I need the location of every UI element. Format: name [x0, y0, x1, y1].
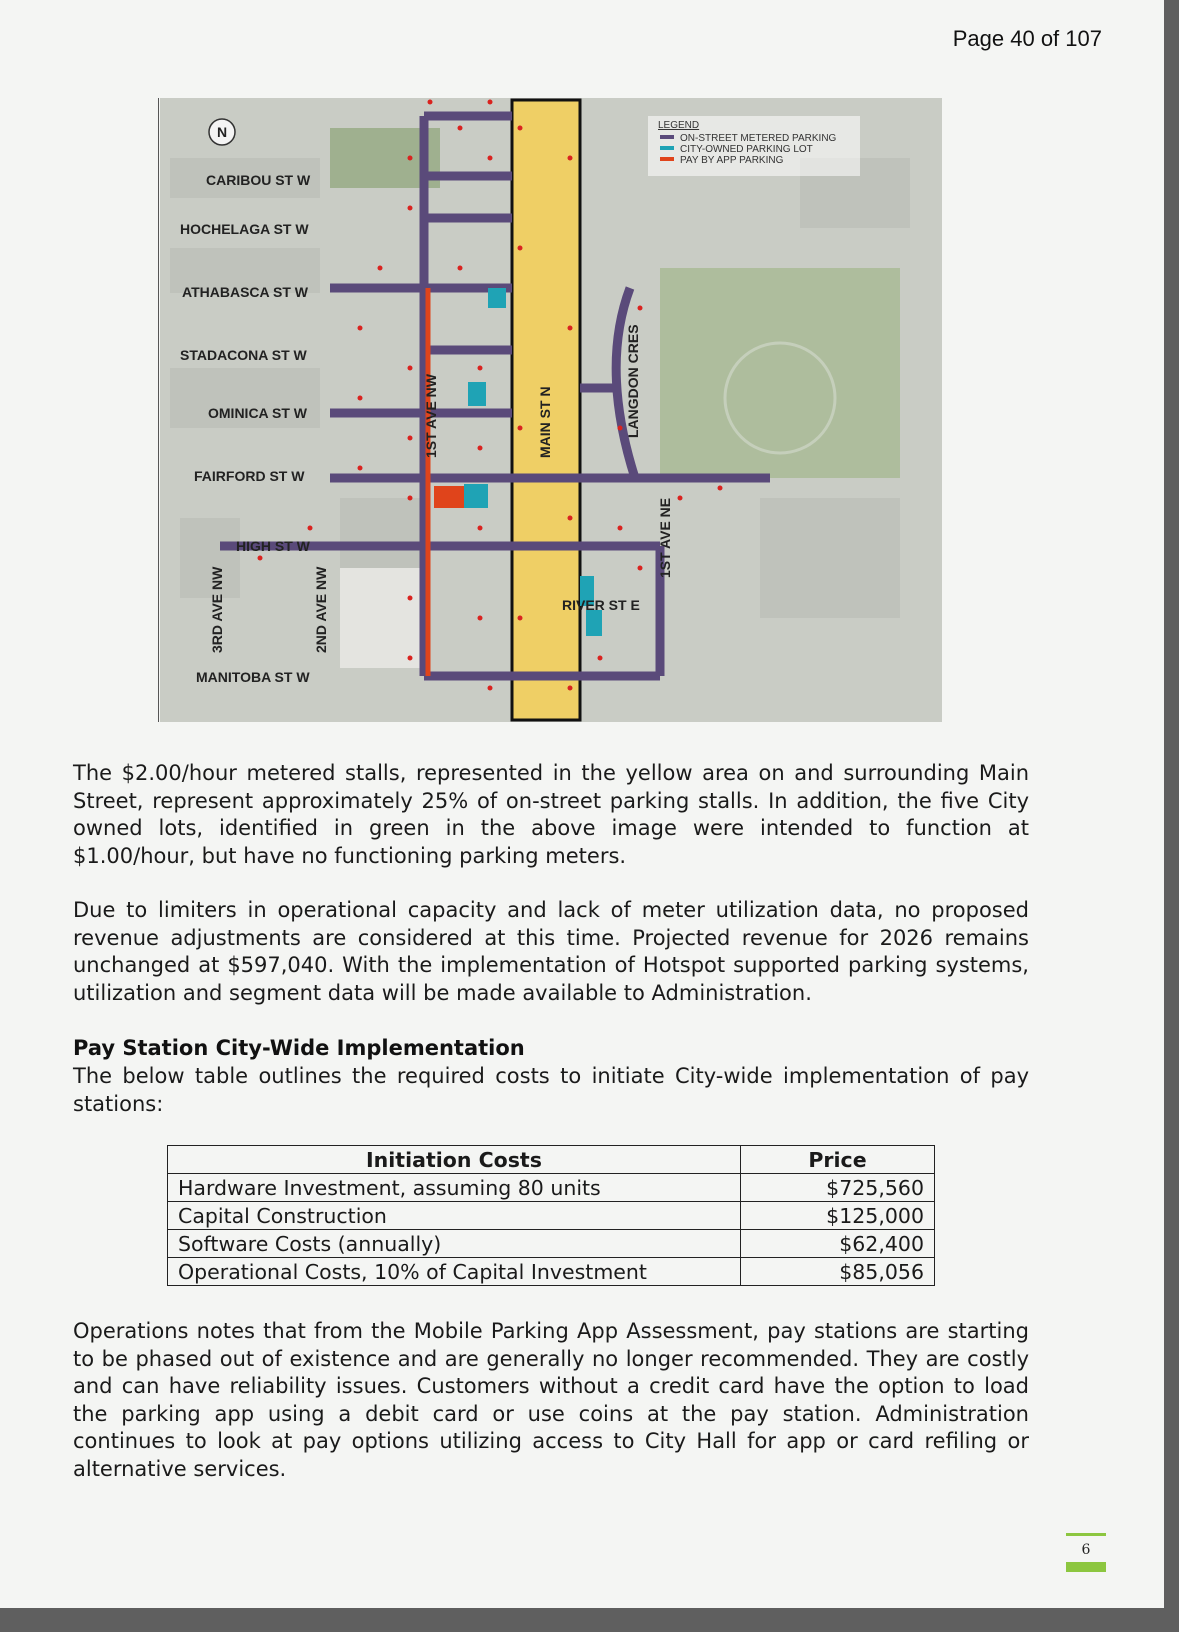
header-price: Price: [741, 1146, 935, 1174]
parking-map: [160, 98, 942, 722]
table-row: [168, 1174, 935, 1202]
label-langdon: LANGDON CRES: [625, 324, 641, 438]
legend-lot: CITY-OWNED PARKING LOT: [680, 144, 813, 155]
paragraph-metered-stalls: The $2.00/hour metered stalls, represented in the yellow area on and surrounding Main Street, represent approximately 25% of on-street parking stalls. In addition, the five City owned lots, identified in green in the above image were intended to function at $1.00/hour, but have no functioning parking meters.: [73, 761, 1029, 868]
label-manitoba: MANITOBA ST W: [196, 669, 310, 685]
footer-page-number: [1066, 1533, 1106, 1572]
cost-item: Software Costs (annually): [168, 1230, 741, 1258]
park-area: [660, 268, 900, 478]
table-row: [168, 1202, 935, 1230]
legend-metered: ON-STREET METERED PARKING: [680, 133, 837, 144]
label-1st-ave-ne: 1ST AVE NE: [657, 497, 673, 578]
large-building: [340, 568, 430, 668]
table-row: [168, 1258, 935, 1286]
label-main-st: MAIN ST N: [537, 386, 553, 458]
section-heading: Pay Station City-Wide Implementation: [73, 1036, 525, 1060]
label-high: HIGH ST W: [236, 538, 310, 554]
map-legend: [648, 116, 860, 176]
cost-price: $85,056: [741, 1258, 935, 1286]
cost-price: $62,400: [741, 1230, 935, 1258]
label-caribou: CARIBOU ST W: [206, 172, 311, 188]
header-initiation-costs: Initiation Costs: [168, 1146, 741, 1174]
label-hochelaga: HOCHELAGA ST W: [180, 221, 309, 237]
table-row: [168, 1230, 935, 1258]
label-ominica: OMINICA ST W: [208, 405, 308, 421]
label-athabasca: ATHABASCA ST W: [182, 284, 308, 300]
label-1st-ave-nw: 1ST AVE NW: [423, 373, 439, 458]
app-parking-lot: [434, 486, 464, 508]
label-river: RIVER ST E: [562, 597, 640, 613]
legend-app: PAY BY APP PARKING: [680, 155, 784, 166]
svg-text:N: N: [216, 124, 228, 140]
label-fairford: FAIRFORD ST W: [194, 468, 305, 484]
cost-price: $725,560: [741, 1174, 935, 1202]
page-number: 6: [1081, 1542, 1091, 1558]
paragraph-operations: Operations notes that from the Mobile Parking App Assessment, pay stations are starting to be phased out of existence and are generally no longer recommended. They are costly and can have reliability issues. Customers without a credit card have the option to load the parking app using a debit card or use coins at the pay station. Administration continues to look at pay options utilizing access to City Hall for app or card refiling or alternative services.: [73, 1319, 1029, 1481]
initiation-costs-table: [167, 1145, 935, 1286]
label-stadacona: STADACONA ST W: [180, 347, 307, 363]
label-2nd-ave: 2ND AVE NW: [313, 566, 329, 653]
cost-item: Operational Costs, 10% of Capital Investment: [168, 1258, 741, 1286]
map-margin-line: [158, 98, 159, 722]
cost-item: Hardware Investment, assuming 80 units: [168, 1174, 741, 1202]
paragraph-revenue: Due to limiters in operational capacity and lack of meter utilization data, no proposed revenue adjustments are considered at this time. Projected revenue for 2026 remains unchanged at $597,040. With the implementation of Hotspot supported parking systems, utilization and segment data will be made available to Administration.: [73, 898, 1029, 1005]
cost-item: Capital Construction: [168, 1202, 741, 1230]
label-3rd-ave: 3RD AVE NW: [209, 566, 225, 653]
paragraph-table-intro: The below table outlines the required costs to initiate City-wide implementation of pay stations:: [73, 1064, 1029, 1116]
page-number-bar-bottom: [1066, 1562, 1106, 1572]
page-counter: Page 40 of 107: [952, 26, 1102, 51]
north-compass: [209, 119, 235, 145]
cost-price: $125,000: [741, 1202, 935, 1230]
table-header-row: [168, 1146, 935, 1174]
svg-text:LEGEND: LEGEND: [658, 120, 700, 131]
